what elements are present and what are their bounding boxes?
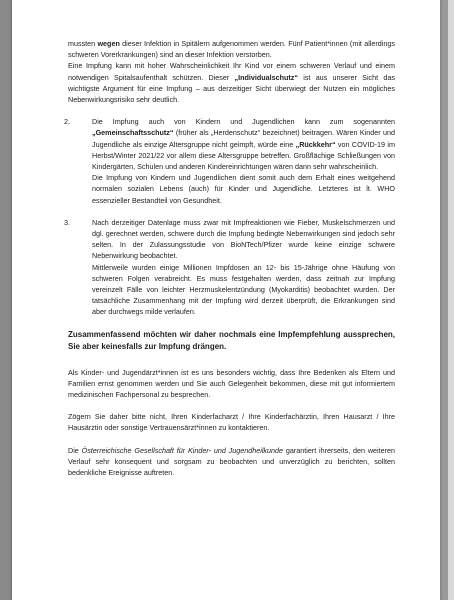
intro-bold-wegen: wegen	[97, 39, 120, 48]
society-name-italic: Österreichische Gesellschaft für Kinder- und Jugendheilkunde	[81, 445, 284, 455]
intro-section	[68, 38, 395, 105]
summary-statement: Zusammenfassend möchten wir daher nochmals eine Impfempfehlung aussprechen, Sie aber keinesfalls zur Impfung drängen.	[68, 329, 395, 352]
intro-paragraph-1: mussten wegen dieser Infektion in Spitälern aufgenommen werden. Fünf Patient*innen (mit allerdings schweren Vorerkrankungen) sind an dieser Infektion verstorben.	[68, 39, 395, 60]
item2-paragraph-2: Die Impfung von Kindern und Jugendlichen dient somit auch dem Erhalt eines weitgehend normalen sozialen Lebens (auch) für Kinder und Jugendliche. Letzteres ist lt. WHO essenzieller Bestandteil von Gesundheit.	[92, 173, 395, 205]
closing-paragraph: Die Österreichische Gesellschaft für Kinder- und Jugendheilkunde garantiert ihrerseits, den weiteren Verlauf sehr konsequent und sorgsam zu beobachten und unverzüglich zu berichten, sollten bedenkliche Ereignisse auftreten.	[68, 445, 395, 478]
gemeinschaftsschutz-bold: „Gemeinschaftsschutz“	[92, 128, 174, 138]
viewer-background-left	[0, 0, 12, 600]
individualschutz-bold: „Individualschutz“	[234, 72, 298, 82]
document-page	[12, 0, 440, 600]
contact-paragraph: Zögern Sie daher bitte nicht, Ihren Kinderfacharzt / Ihre Kinderfachärztin, Ihren Hausarzt / Ihre Hausärztin oder sonstige Vertrauensärzt*innen zu kontaktieren.	[68, 412, 395, 433]
list-item-2	[64, 116, 395, 206]
viewer-background-right	[448, 0, 454, 600]
list-number-3: 3.	[64, 217, 70, 227]
item3-paragraph-2: Mittlerweile wurden einige Millionen Impfdosen an 12- bis 15-Jährige ohne Häufung von schweren Folgen verabreicht. Es muss festgehalten werden, dass zeitnah zur Impfung vereinzelt Fälle von leichter Herzmuskelentzündung (Myokarditis) beobachtet wurden. Der tatsächliche Zusammenhang mit der Impfung wird derzeit überprüft, die Erkrankungen sind aber durchwegs milde verlaufen.	[92, 262, 395, 317]
intro-paragraph-2: Eine Impfung kann mit hoher Wahrscheinlichkeit Ihr Kind vor einem schweren Verlauf und einem notwendigen Spitalsaufenthalt schützen. Dieser „Individualschutz“ ist aus unserer Sicht das wichtigste Argument für eine Impfung – aus derzeitiger Sicht überwiegt der Nutzen ein mögliches Nebenwirkungsrisiko sehr deutlich.	[68, 61, 395, 105]
item2-paragraph-1: Die Impfung auch von Kindern und Jugendlichen kann zum sogenannten „Gemeinschaftsschutz“ (früher als „Herdenschutz“ bezeichnet) beitragen. Wären Kinder und Jugendliche als einzige Altersgruppe nicht geimpft, würde eine „Rückkehr“ von COVID-19 im Herbst/Winter 2021/22 vor allem diese Altersgruppe betreffen. Großflächige Schließungen von Kindergärten, Schulen und anderen Kindereinrichtungen wären dann sehr wahrscheinlich.	[92, 117, 395, 172]
rueckkehr-bold: „Rückkehr“	[295, 139, 336, 149]
item3-paragraph-1: Nach derzeitiger Datenlage muss zwar mit Impfreaktionen wie Fieber, Muskelschmerzen und dgl. gerechnet werden, schwere durch die Impfung bedingte Nebenwirkungen sind jedoch sehr selten. In der Zulassungsstudie von BioNTech/Pfizer wurde keine einzige schwere Nebenwirkung beobachtet.	[92, 217, 395, 261]
list-item-3	[64, 217, 395, 318]
doctors-paragraph: Als Kinder- und Jugendärzt*innen ist es uns besonders wichtig, dass Ihre Bedenken als Eltern und Familien ernst genommen werden und Sie auch Gelegenheit bekommen, diese mit gut informiertem medizinischen Fachpersonal zu besprechen.	[68, 367, 395, 400]
list-number-2: 2.	[64, 117, 70, 127]
